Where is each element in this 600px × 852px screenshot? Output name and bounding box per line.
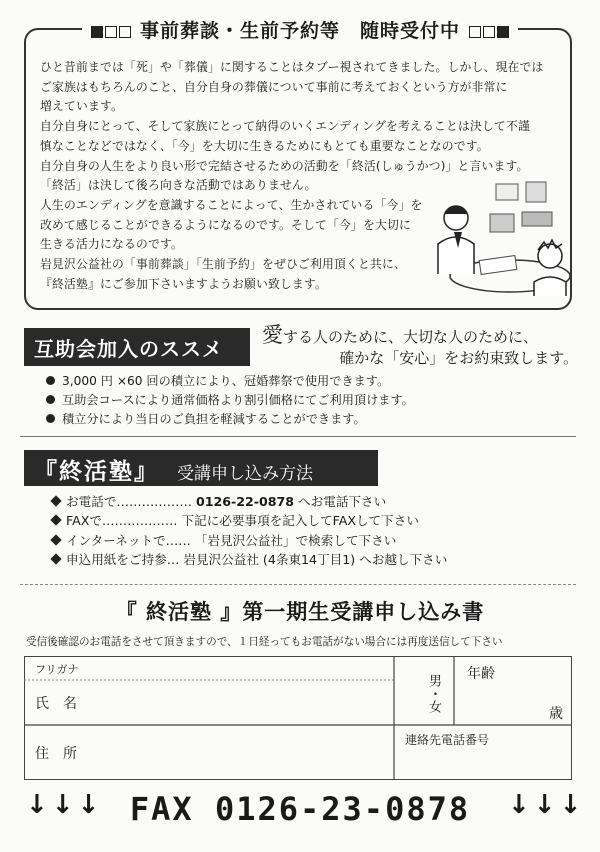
- bullet-icon: [46, 376, 55, 385]
- list-item: [50, 511, 570, 530]
- fax-number: FAX 0126-23-0878: [129, 790, 471, 828]
- method-label: お電話で………………: [66, 494, 196, 509]
- bullet-icon: [46, 395, 55, 404]
- intro-line: ひと昔前までは「死」や「葬儀」に関することはタブー視されてきました。しかし、現在では: [40, 60, 544, 74]
- intro-title: [0, 16, 600, 43]
- furigana-label: フリガナ: [35, 663, 79, 676]
- bullet-icon: [46, 414, 55, 423]
- form-title-rest: 第一期生受講申し込み書: [242, 600, 485, 624]
- form-note: 受信後確認のお電話をさせて頂きますので、１日経ってもお電話がない場合には再度送信して下さい: [26, 636, 503, 648]
- square-icon: [469, 26, 481, 38]
- form-title: [0, 596, 600, 626]
- address-field[interactable]: [95, 735, 389, 777]
- age-unit: 歳: [549, 706, 563, 722]
- intro-line: 増えています。: [40, 99, 124, 114]
- phone-label: 連絡先電話番号: [405, 733, 490, 747]
- method-label: 申込用紙をご持参…: [66, 551, 184, 567]
- divider: [20, 436, 576, 437]
- intro-line: 人生のエンディングを意識することによって、生かされている「今」を: [40, 197, 423, 212]
- sex-label[interactable]: 男・女: [426, 673, 441, 713]
- bullet-text: 積立分により当日のご負担を軽減することができます。: [62, 412, 366, 426]
- square-icon: [119, 26, 131, 38]
- intro-line: 改めて感じることができるようになるのです。そして「今」を大切に: [40, 217, 411, 232]
- diamond-icon: [50, 534, 61, 545]
- list-item: [50, 492, 570, 511]
- down-arrows-icon: ↓↓↓: [26, 790, 104, 820]
- down-arrows-icon: ↓↓↓: [508, 790, 586, 820]
- method-value: 岩見沢公益社 (4条東14丁目1) へお越し下さい: [183, 551, 448, 567]
- list-item: [46, 372, 566, 391]
- intro-title-text: 事前葬談・生前予約等 随時受付中: [139, 20, 460, 42]
- juku-heading: [24, 450, 378, 486]
- juku-methods: [50, 492, 570, 569]
- address-label: 住 所: [35, 746, 77, 762]
- method-suffix: へお電話下さい: [294, 494, 387, 509]
- kojokai-bullets: [46, 372, 566, 429]
- juku-heading-sub: 受講申し込み方法: [177, 464, 313, 484]
- kojokai-slogan: [262, 325, 582, 369]
- method-value: 下記に必要事項を記入してFAXして下さい: [181, 513, 419, 529]
- form-title-name: 『 終活塾 』: [115, 599, 243, 624]
- age-label: 年齢: [467, 666, 495, 682]
- slogan-line-2: 確かな「安心」をお約束致します。: [339, 349, 578, 367]
- consultation-illustration: [430, 178, 570, 298]
- filled-square-icon: [497, 26, 509, 38]
- bullet-text: 3,000 円 ×60 回の積立により、冠婚葬祭で使用できます。: [62, 374, 390, 388]
- list-item: [50, 531, 570, 550]
- intro-line: 岩見沢公益社の「事前葬談」「生前予約」をぜひご利用頂くと共に、: [40, 257, 407, 272]
- cut-line: [20, 584, 576, 585]
- phone-field[interactable]: [405, 751, 569, 779]
- square-icon: [105, 26, 117, 38]
- square-icon: [483, 26, 495, 38]
- intro-line: 生きる活力になるのです。: [40, 237, 184, 252]
- application-form: [24, 656, 572, 780]
- method-value: 「岩見沢公益社」で検索して下さい: [194, 532, 397, 548]
- intro-line: 「終活」は決して後ろ向きな活動ではありません。: [40, 178, 317, 193]
- intro-line: 自分自身にとって、そして家族にとって納得のいくエンディングを考えることは決して不謹: [40, 119, 530, 134]
- kojokai-heading: 互助会加入のススメ: [24, 328, 250, 366]
- slogan-big-char: 愛: [262, 323, 283, 347]
- list-item: [46, 391, 566, 410]
- diamond-icon: [50, 553, 61, 564]
- diamond-icon: [50, 495, 61, 506]
- slogan-line-1: する人のために、大切な人のために、: [283, 328, 539, 346]
- intro-line: 『終活塾』にご参加下さいますようお願い致します。: [40, 276, 327, 291]
- list-item: [50, 550, 570, 569]
- intro-line: 自分自身の人生をより良い形で完結させるための活動を「終活(しゅうかつ)」と言います。: [40, 158, 529, 173]
- intro-line: 慎なことなどではなく、「今」を大切に生きるためにもとても重要なことなのです。: [40, 138, 489, 153]
- diamond-icon: [50, 515, 61, 526]
- list-item: [46, 410, 566, 429]
- method-label: インターネットで……: [66, 532, 195, 548]
- name-label: 氏 名: [35, 696, 77, 712]
- filled-square-icon: [91, 26, 103, 38]
- method-label: FAXで………………: [66, 513, 182, 529]
- bullet-text: 互助会コースにより通常価格より割引価格にてご利用頂けます。: [62, 393, 414, 407]
- juku-heading-name: 『終活塾』: [34, 458, 159, 485]
- intro-line: ご家族はもちろんのこと、自分自身の葬儀について事前に考えておくという方が非常に: [40, 79, 508, 94]
- phone-number: 0126-22-0878: [195, 494, 295, 509]
- age-field[interactable]: [465, 687, 547, 719]
- name-field[interactable]: [95, 687, 389, 719]
